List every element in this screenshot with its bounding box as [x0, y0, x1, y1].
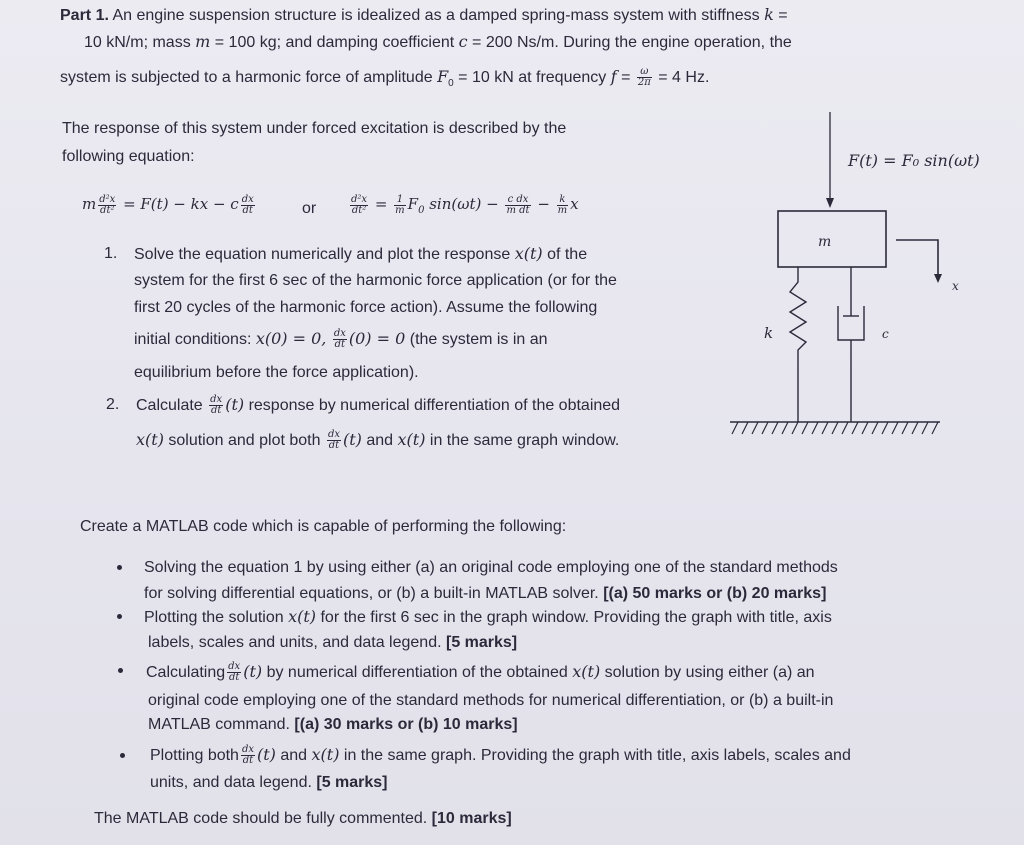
bullet-2-line-1: Plotting the solution x(t) for the first 6 sec in the graph window. Providing the graph with title, axis — [144, 607, 832, 626]
hatch-stroke — [822, 422, 828, 434]
bullet-3-line-1: Calculating $\frac{dx}{dt}$ (t) by numerical differentiation of the obtained x(t) solution by using either (a) an — [146, 661, 815, 684]
bullet-3-line-3: MATLAB command. [(a) 30 marks or (b) 10 marks] — [148, 716, 518, 733]
hatch-stroke — [792, 422, 798, 434]
task-2-number: 2. — [106, 396, 120, 413]
hatch-stroke — [742, 422, 748, 434]
hatch-stroke — [782, 422, 788, 434]
hatch-stroke — [872, 422, 878, 434]
task-2-line-2: x(t) solution and plot both $\frac{dx}{dt}$ (t) and x(t) in the same graph window. — [136, 429, 620, 452]
bullet-2-marker — [117, 614, 122, 619]
task-1-line-3: first 20 cycles of the harmonic force action). Assume the following — [134, 299, 598, 316]
spring-mass-damper-diagram — [700, 100, 1020, 445]
hatch-stroke — [852, 422, 858, 434]
hatch-stroke — [732, 422, 738, 434]
task-2-line-1: Calculate $\frac{dx}{dt}$ (t) response by numerical differentiation of the obtained — [136, 394, 621, 417]
hatch-stroke — [842, 422, 848, 434]
spring — [790, 267, 806, 422]
hatch-stroke — [882, 422, 888, 434]
bullet-4-line-1: Plotting both $\frac{dx}{dt}$ (t) and x(t) in the same graph. Providing the graph with title, axis labels, scales and — [150, 744, 851, 767]
part1-line-3: system is subjected to a harmonic force of amplitude $F_0 = 10$ kN at frequency f = $\frac{\omega}{2\pi}$ = 4 Hz. — [60, 66, 710, 90]
hatch-stroke — [892, 422, 898, 434]
task-1-line-4: initial conditions: x(0) = 0, $\frac{dx}{dt}$ (0) = 0 (the system is in an — [134, 328, 548, 351]
equation-normalized: $\frac{\text{d²x}}{\text{dt²}}$ = $\frac{1}{m}$ $F_0$ sin(ωt) − $\frac{\text{c dx}}{\text{m dt}}$ − $\frac{k}{m}$ x — [351, 193, 579, 216]
part1-line-2: 10 kN/m; mass m = 100 kg; and damping coefficient c = 200 Ns/m. During the engine operation, the — [84, 32, 792, 51]
bullet-4-marker — [120, 753, 125, 758]
hatch-stroke — [812, 422, 818, 434]
hatch-stroke — [772, 422, 778, 434]
part1-line-1: Part 1. An engine suspension structure is idealized as a damped spring-mass system with stiffness k = — [60, 5, 788, 24]
equation-or: or — [302, 200, 317, 217]
response-line-1: The response of this system under forced excitation is described by the — [62, 120, 567, 137]
ground-hatching — [732, 422, 938, 434]
hatch-stroke — [862, 422, 868, 434]
task-1-line-2: system for the first 6 sec of the harmonic force application (or for the — [134, 272, 617, 289]
create-heading: Create a MATLAB code which is capable of performing the following: — [80, 518, 567, 535]
hatch-stroke — [762, 422, 768, 434]
displacement-bracket — [896, 240, 938, 276]
bullet-2-line-2: labels, scales and units, and data legend. [5 marks] — [148, 634, 518, 651]
force-arrowhead — [826, 198, 834, 208]
mass-block — [778, 211, 886, 267]
task-1-number: 1. — [104, 245, 118, 262]
bullet-3-line-2: original code employing one of the standard methods for numerical differentiation, or (b) a built-in — [148, 692, 834, 709]
bullet-1-marker — [117, 565, 122, 570]
task-1-line-5: equilibrium before the force application). — [134, 364, 419, 381]
part1-heading: Part 1. — [60, 7, 109, 24]
damper-label: c — [882, 327, 889, 341]
task-1-line-1: Solve the equation numerically and plot the response x(t) of the — [134, 244, 588, 263]
hatch-stroke — [932, 422, 938, 434]
response-line-2: following equation: — [62, 148, 195, 165]
force-label: F(t) = F₀ sin(ωt) — [848, 151, 980, 170]
bullet-4-line-2: units, and data legend. [5 marks] — [150, 774, 388, 791]
hatch-stroke — [902, 422, 908, 434]
mass-label: m — [818, 234, 832, 250]
bullet-3-marker — [118, 668, 123, 673]
hatch-stroke — [802, 422, 808, 434]
displacement-label: x — [952, 279, 959, 293]
equation-of-motion: m $\frac{\text{d²x}}{\text{dt²}}$ = F(t) − kx − c $\frac{dx}{dt}$ — [82, 193, 254, 216]
bullet-1-line-2: for solving differential equations, or (b) a built-in MATLAB solver. [(a) 50 marks or (b) 20 marks] — [144, 585, 827, 602]
omega-over-2pi: $\frac{\omega}{2\pi}$ — [637, 66, 651, 89]
hatch-stroke — [752, 422, 758, 434]
footer-note: The MATLAB code should be fully commented. [10 marks] — [94, 810, 512, 827]
hatch-stroke — [912, 422, 918, 434]
spring-label: k — [764, 324, 774, 342]
hatch-stroke — [922, 422, 928, 434]
hatch-stroke — [832, 422, 838, 434]
bullet-1-line-1: Solving the equation 1 by using either (a) an original code employing one of the standard methods — [144, 559, 838, 576]
displacement-arrowhead — [934, 274, 942, 283]
